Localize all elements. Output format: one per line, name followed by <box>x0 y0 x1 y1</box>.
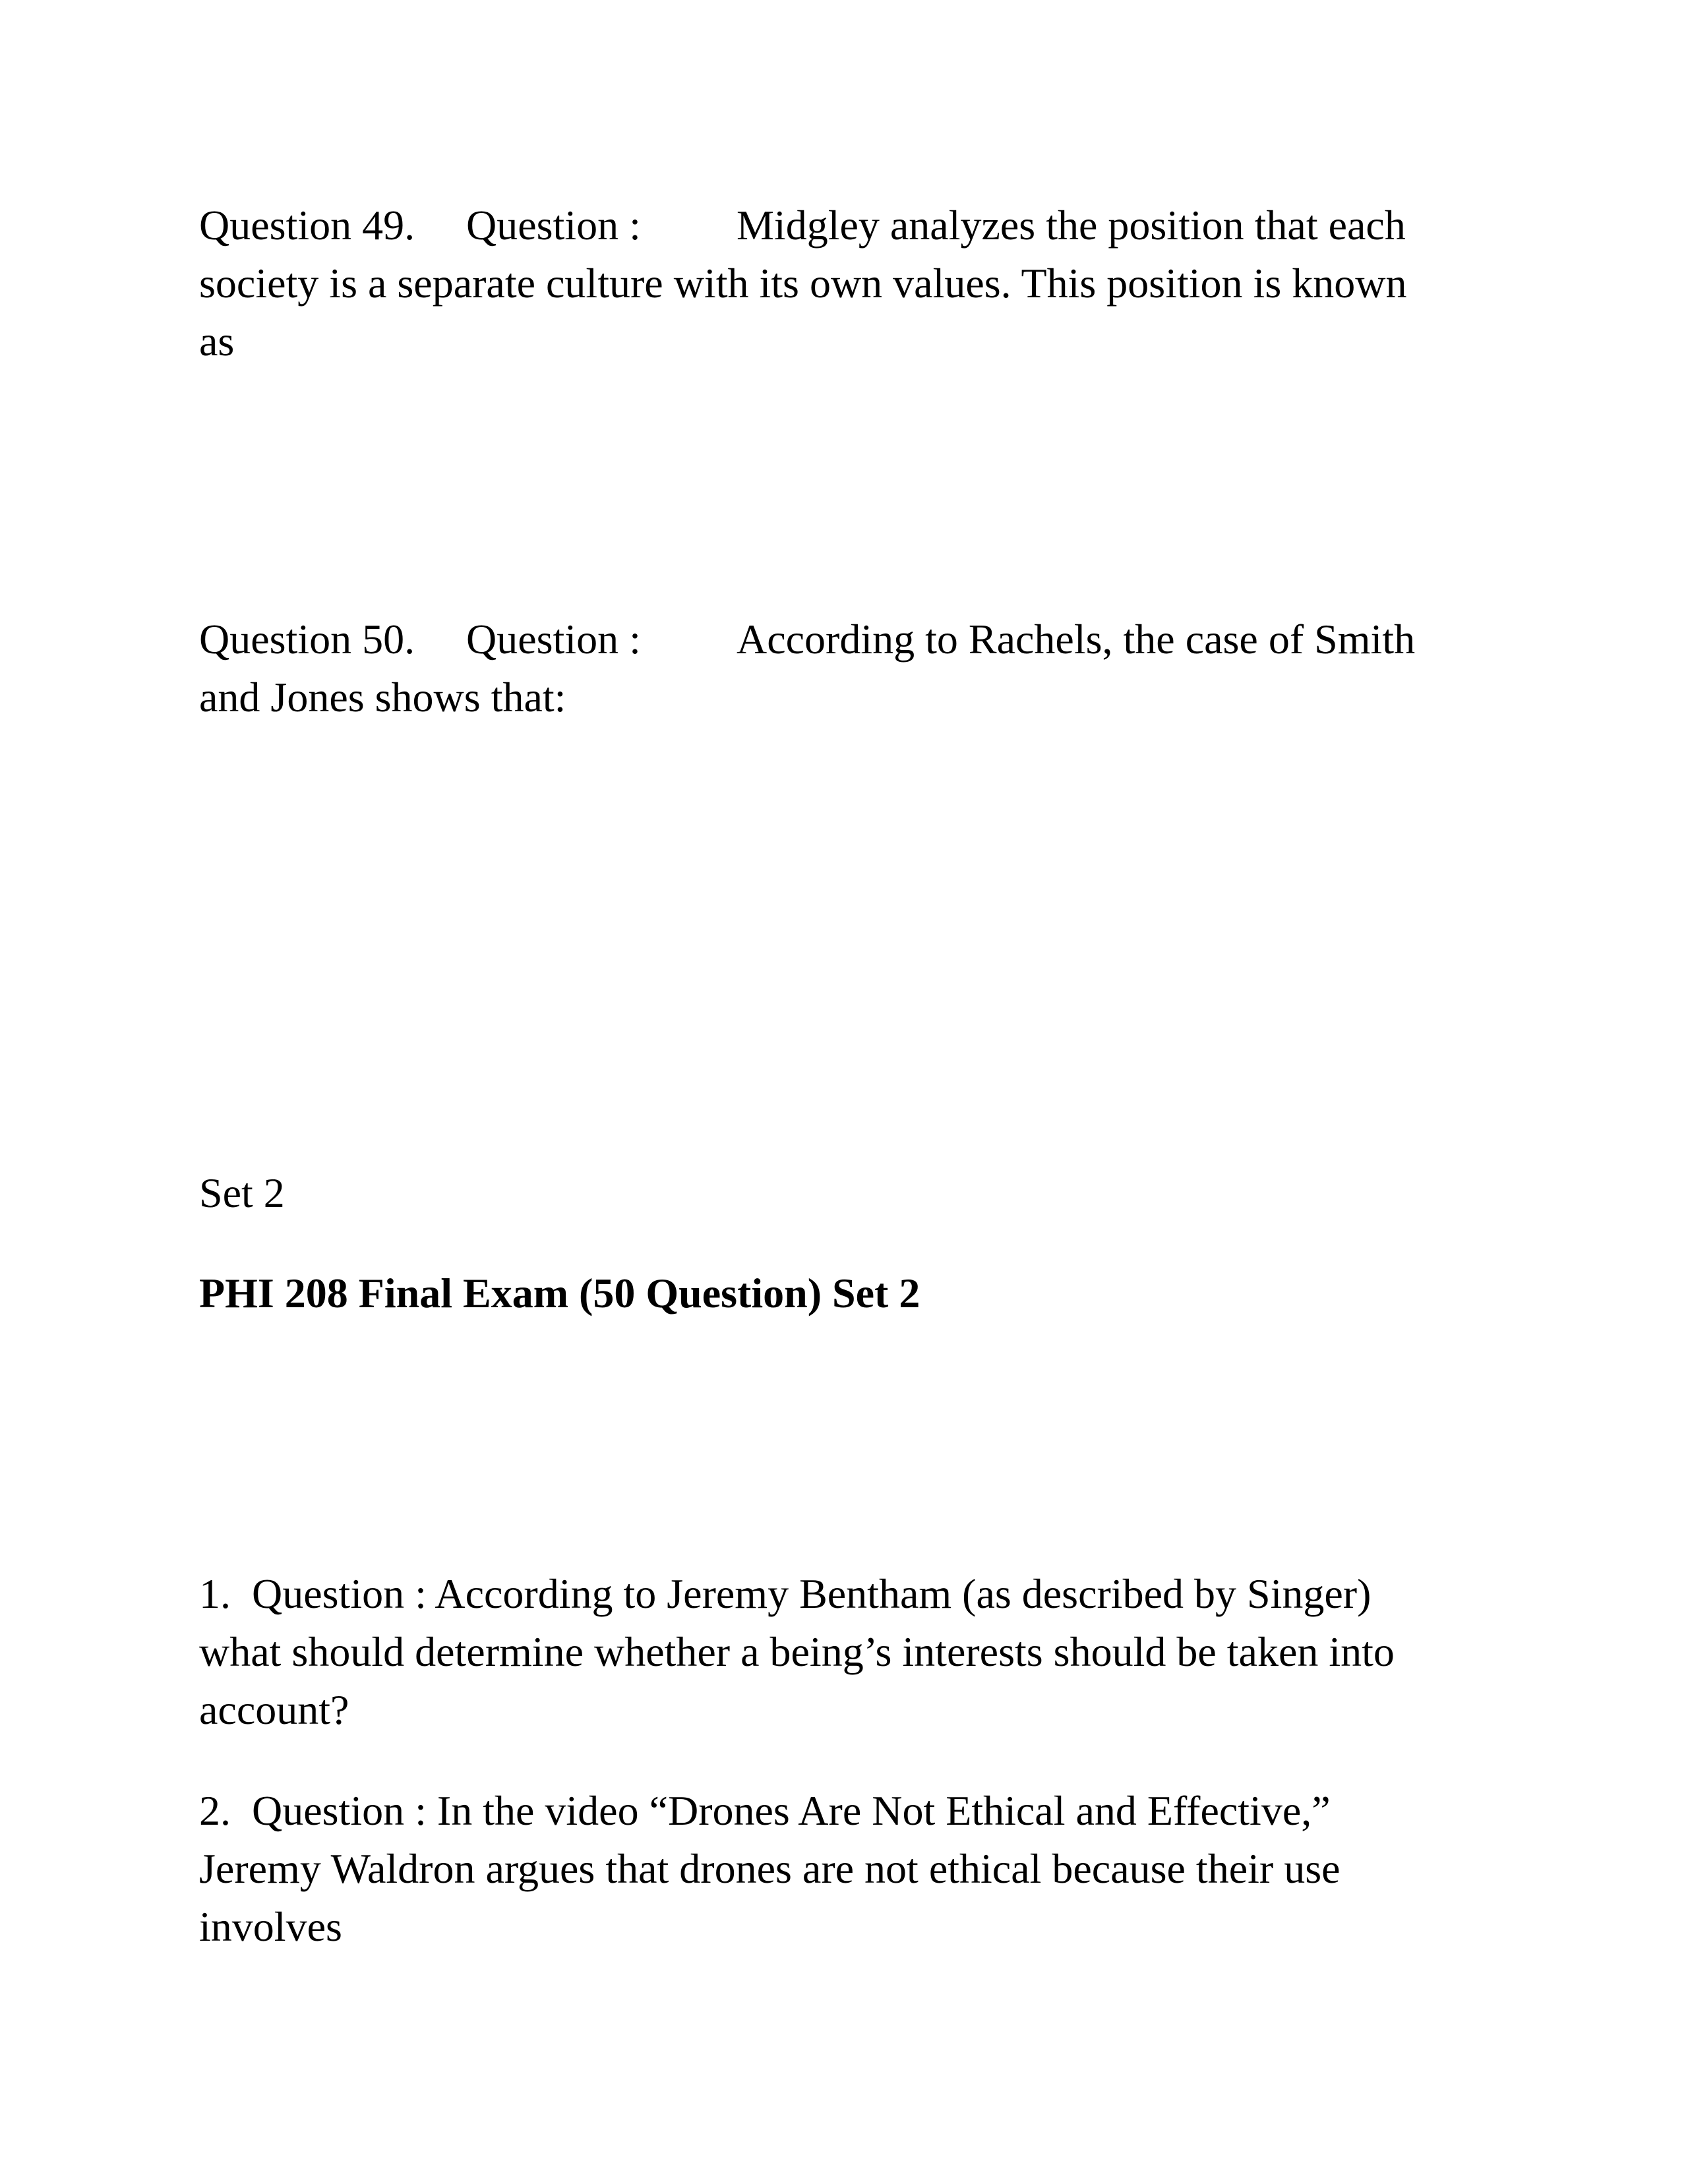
item-2-number: 2. <box>199 1787 231 1834</box>
item-1-line-1 <box>199 1565 1511 1623</box>
set-label <box>199 1164 1511 1222</box>
question-50-number: Question 50. <box>199 616 415 663</box>
item-1-text-2: what should determine whether a being’s interests should be taken into <box>199 1628 1395 1675</box>
question-49-text-1: Midgley analyzes the position that each <box>737 202 1406 249</box>
question-50-text-2: and Jones shows that: <box>199 674 566 721</box>
question-49-label: Question : <box>466 202 641 249</box>
question-49 <box>199 196 1511 370</box>
item-1-text-3: account? <box>199 1686 349 1733</box>
question-50 <box>199 610 1511 726</box>
question-49-text-2: society is a separate culture with its own values. This position is known <box>199 260 1407 307</box>
question-49-line-1 <box>199 196 1511 254</box>
question-49-text-3: as <box>199 318 235 365</box>
set-label-text: Set 2 <box>199 1169 285 1216</box>
question-50-label: Question : <box>466 616 641 663</box>
exam-title <box>199 1264 1511 1322</box>
item-2-text-2: Jeremy Waldron argues that drones are not ethical because their use <box>199 1845 1341 1892</box>
item-2-text-3: involves <box>199 1903 342 1950</box>
question-49-number: Question 49. <box>199 202 415 249</box>
item-2-line-1 <box>199 1782 1511 1840</box>
question-50-line-1 <box>199 610 1511 668</box>
item-1-text-1: Question : According to Jeremy Bentham (as described by Singer) <box>252 1570 1372 1617</box>
list-item <box>199 1782 1511 1956</box>
question-50-text-1: According to Rachels, the case of Smith <box>737 616 1416 663</box>
exam-title-text: PHI 208 Final Exam (50 Question) Set 2 <box>199 1270 920 1316</box>
item-1-number: 1. <box>199 1570 231 1617</box>
list-item <box>199 1565 1511 1739</box>
item-2-text-1: Question : In the video “Drones Are Not Ethical and Effective,” <box>252 1787 1331 1834</box>
